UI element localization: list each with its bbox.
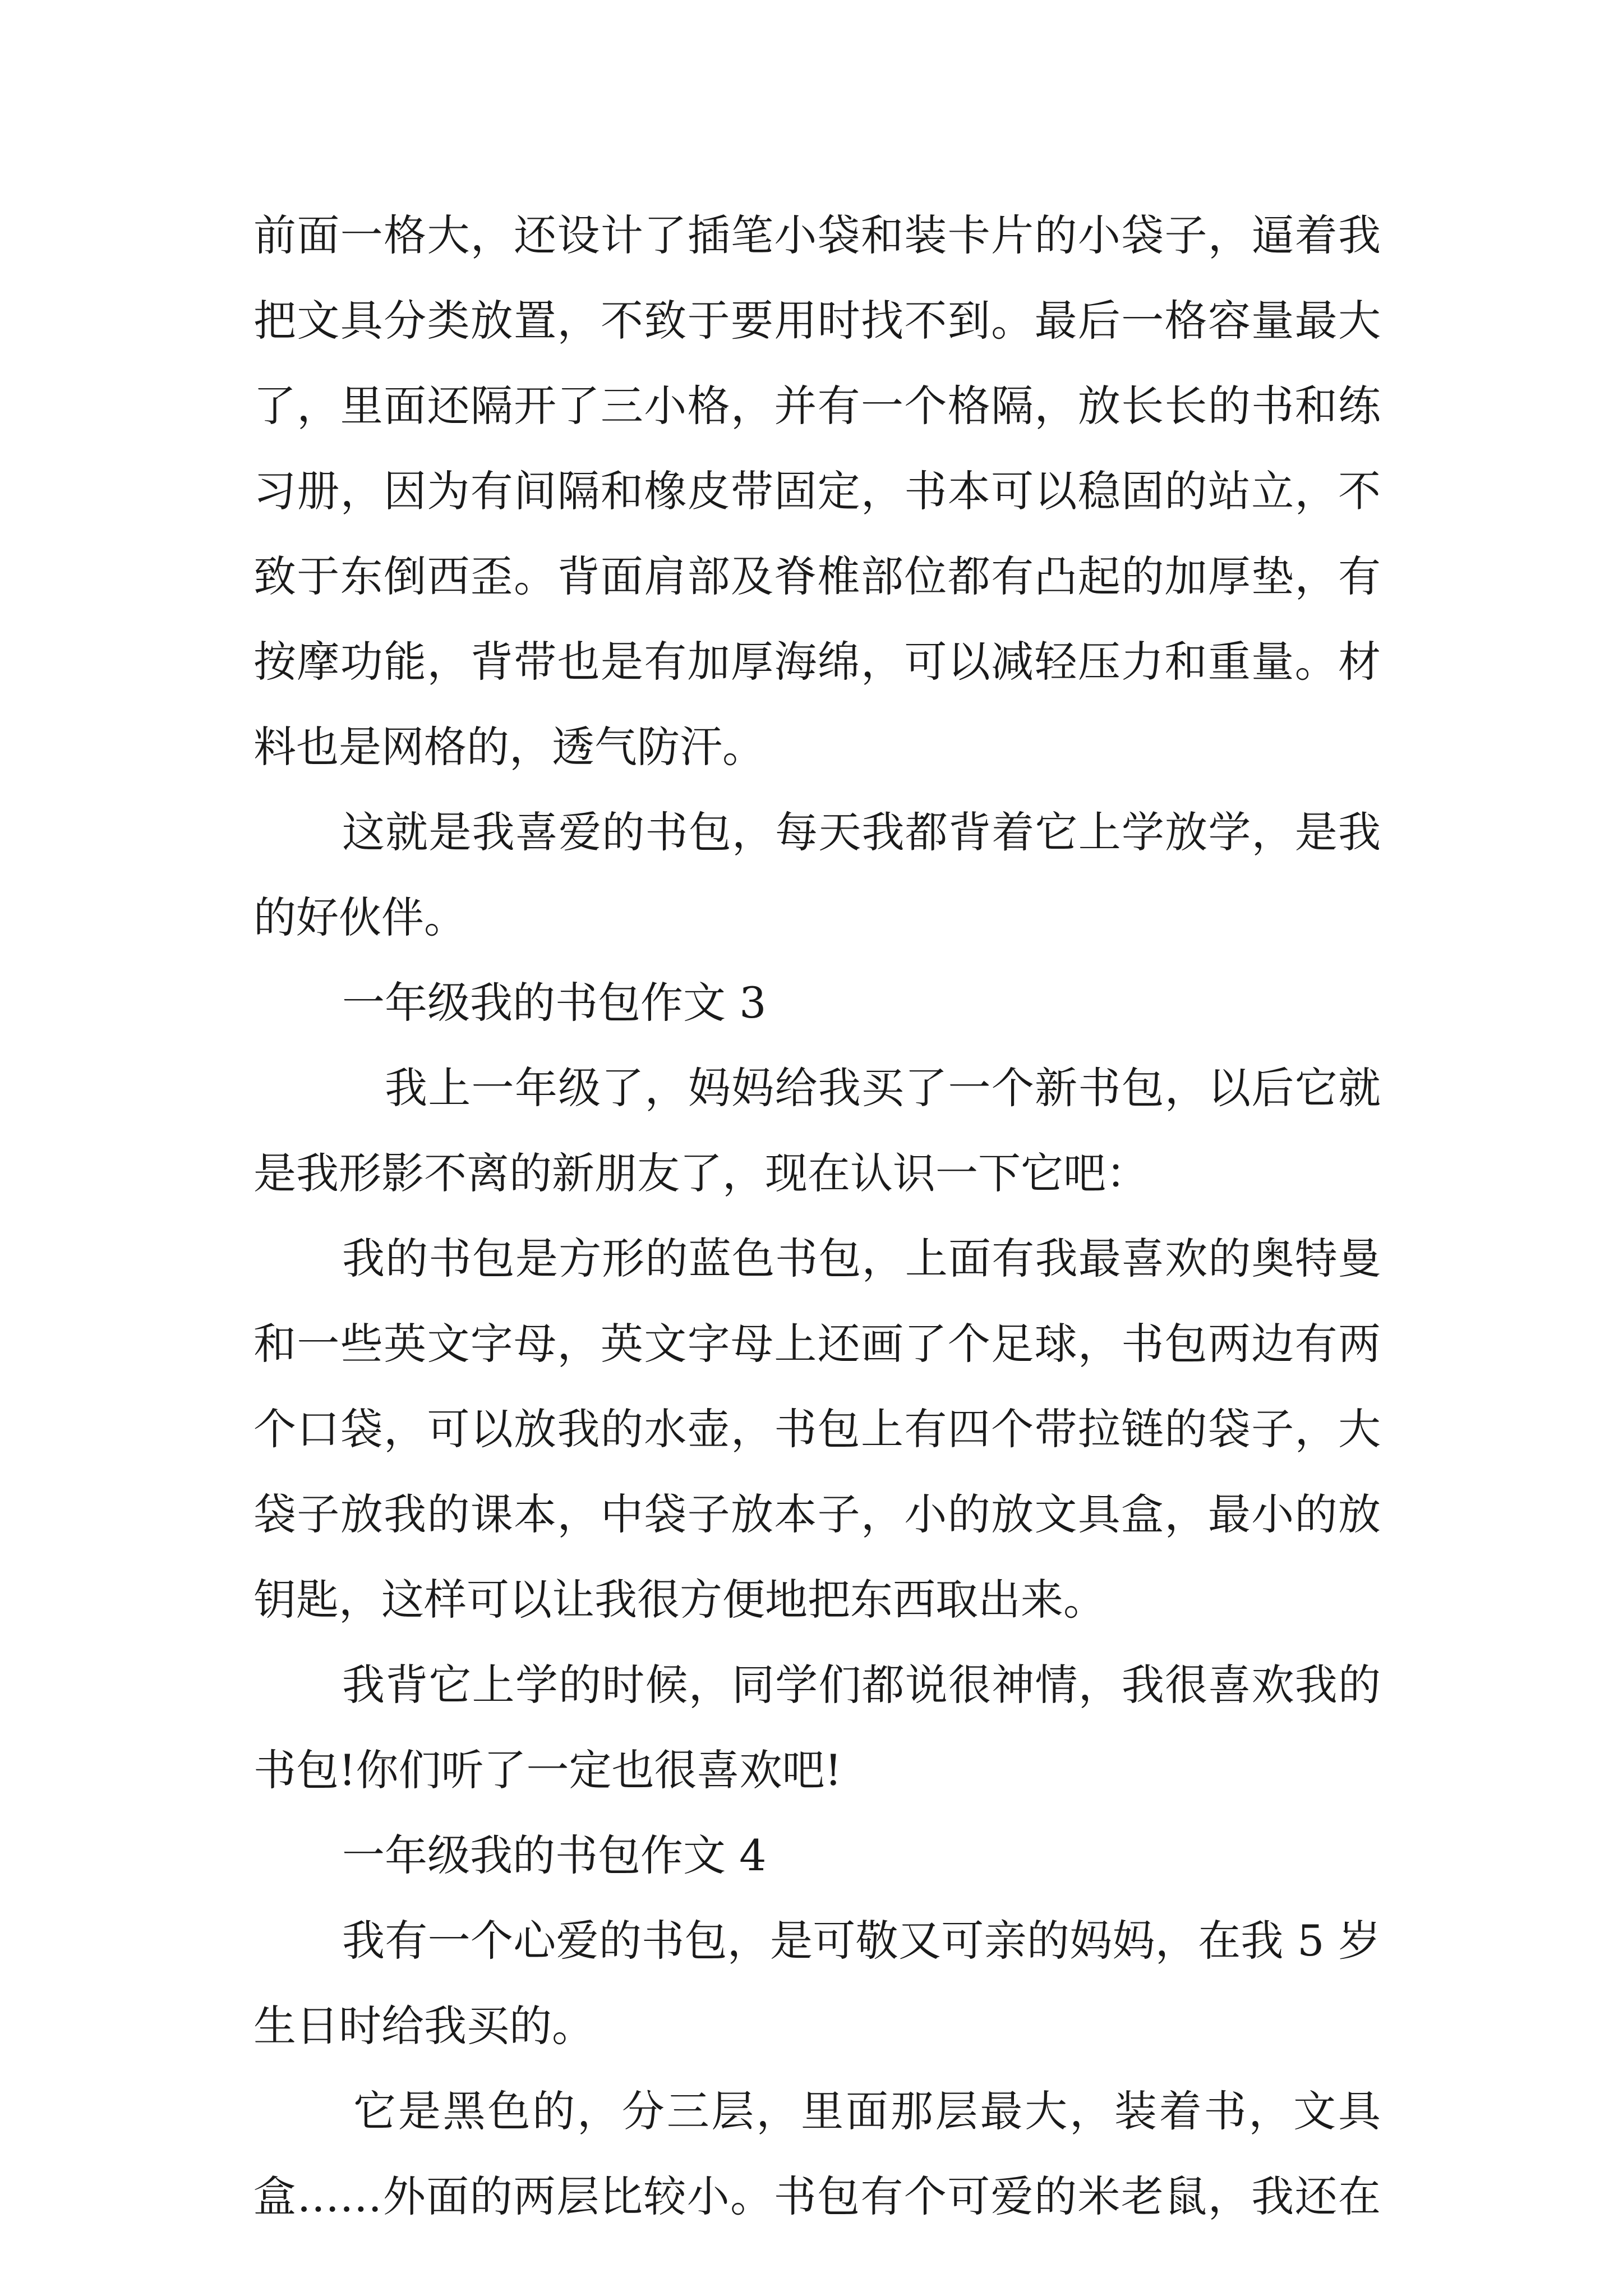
- text-line: 它是黑色的，分三层，里面那层最大，装着书，文具: [353, 2086, 1381, 2136]
- paragraph-first-line: 我背它上学的时候，同学们都说很神情，我很喜欢我的: [342, 1660, 1381, 1710]
- text-line: 致于东倒西歪。背面肩部及脊椎部位都有凸起的加厚垫，有: [253, 551, 1381, 601]
- text-line: 盒……外面的两层比较小。书包有个可爱的米老鼠，我还在: [253, 2171, 1381, 2221]
- paragraph-first-line: 我的书包是方形的蓝色书包，上面有我最喜欢的奥特曼: [342, 1234, 1381, 1283]
- text-line: 前面一格大，还设计了插笔小袋和装卡片的小袋子，逼着我: [253, 210, 1381, 260]
- text-line: 和一些英文字母，英文字母上还画了个足球，书包两边有两: [253, 1319, 1381, 1369]
- section-heading: 一年级我的书包作文 3: [342, 978, 767, 1028]
- text-line: 钥匙，这样可以让我很方便地把东西取出来。: [253, 1575, 1106, 1625]
- paragraph-first-line: 我有一个心爱的书包，是可敬又可亲的妈妈，在我 5 岁: [342, 1916, 1381, 1966]
- text-line: 料也是网格的，透气防汗。: [253, 722, 765, 772]
- paragraph-first-line: 我上一年级了，妈妈给我买了一个新书包，以后它就: [385, 1063, 1381, 1113]
- text-line: 生日时给我买的。: [253, 2001, 594, 2051]
- text-line: 是我形影不离的新朋友了，现在认识一下它吧：: [253, 1148, 1149, 1198]
- text-line: 把文具分类放置，不致于要用时找不到。最后一格容量最大: [253, 296, 1381, 346]
- section-heading: 一年级我的书包作文 4: [342, 1830, 767, 1880]
- text-line: 的好伙伴。: [253, 892, 467, 942]
- text-line: 按摩功能，背带也是有加厚海绵，可以减轻压力和重量。材: [253, 637, 1381, 687]
- paragraph-first-line: 这就是我喜爱的书包，每天我都背着它上学放学，是我: [342, 807, 1381, 857]
- text-line: 书包!你们听了一定也很喜欢吧!: [253, 1745, 842, 1795]
- text-line: 个口袋，可以放我的水壶，书包上有四个带拉链的袋子，大: [253, 1404, 1381, 1454]
- text-line: 习册，因为有间隔和橡皮带固定，书本可以稳固的站立，不: [253, 466, 1381, 516]
- text-line: 了，里面还隔开了三小格，并有一个格隔，放长长的书和练: [253, 381, 1381, 431]
- text-line: 袋子放我的课本，中袋子放本子，小的放文具盒，最小的放: [253, 1489, 1381, 1539]
